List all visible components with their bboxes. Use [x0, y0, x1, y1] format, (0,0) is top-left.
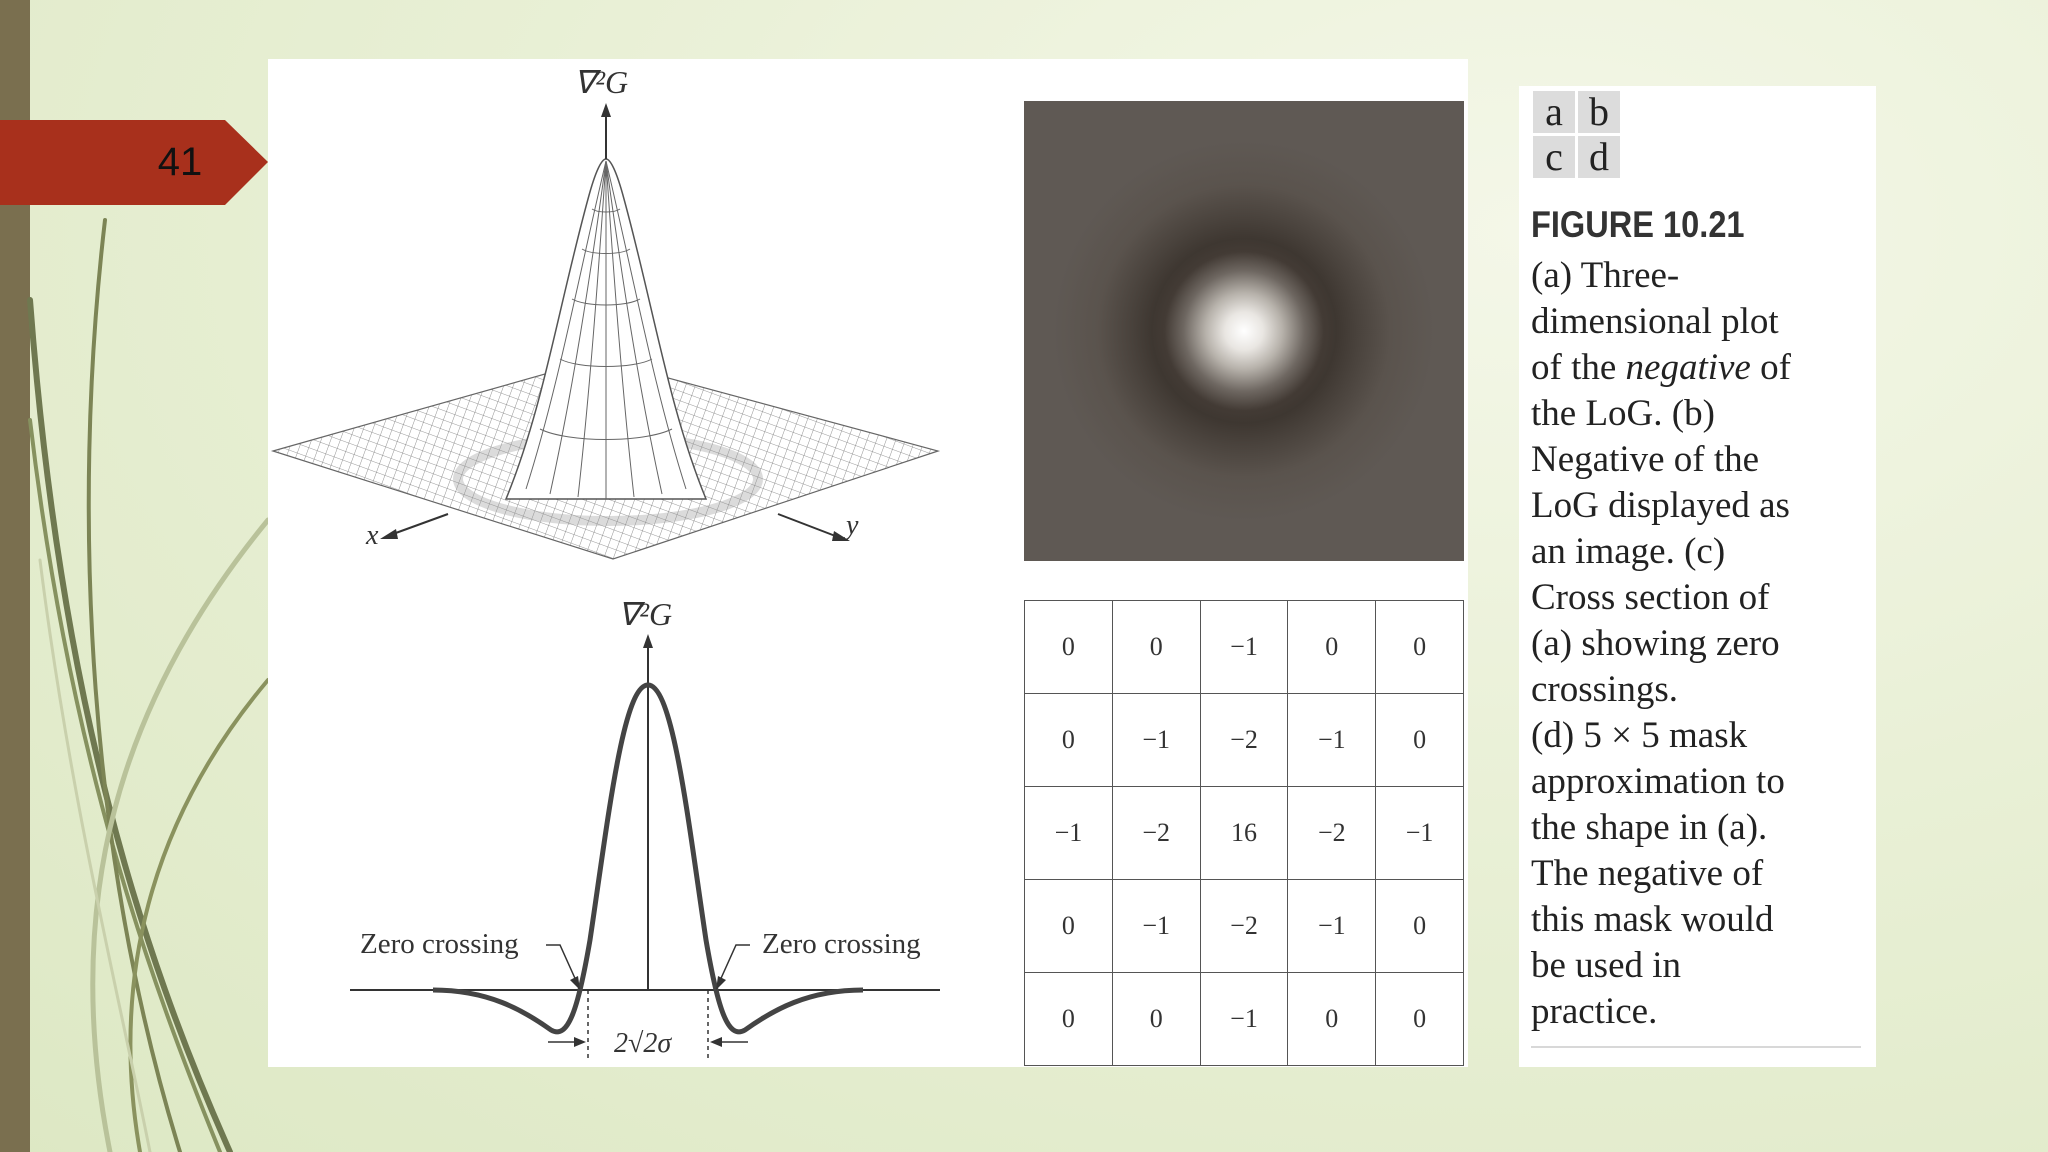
log-image [1024, 101, 1464, 561]
mask-row [1025, 787, 1464, 880]
mask-cell: −1 [1112, 880, 1200, 973]
caption-line: The negative of [1531, 853, 1764, 894]
mask-cell: 0 [1376, 601, 1464, 694]
mask-cell: 0 [1288, 973, 1376, 1066]
figure-caption [1531, 253, 1871, 1035]
caption-line: the LoG. (b) [1531, 393, 1715, 434]
mask-cell: −1 [1025, 787, 1113, 880]
mask-row [1025, 880, 1464, 973]
caption-line: practice. [1531, 991, 1658, 1032]
panel-letter: c [1533, 136, 1575, 178]
caption-line: Cross section of [1531, 577, 1770, 618]
mask-cell: 0 [1025, 601, 1113, 694]
caption-divider [1531, 1046, 1861, 1048]
caption-line: Negative of the [1531, 439, 1760, 480]
mask-cell: 0 [1025, 880, 1113, 973]
caption-line: be used in [1531, 945, 1682, 986]
mask-cell: −2 [1112, 787, 1200, 880]
mask-cell: −1 [1288, 880, 1376, 973]
surface-z-axis-label: ∇²G [574, 64, 629, 100]
mask-cell: 0 [1112, 601, 1200, 694]
slide-number: 41 [157, 140, 203, 184]
left-zero-crossing-label: Zero crossing [360, 928, 519, 960]
mask-row [1025, 973, 1464, 1066]
mask-cell: 0 [1025, 694, 1113, 787]
surface-x-axis-label: x [366, 520, 379, 551]
mask-cell: −2 [1200, 694, 1288, 787]
caption-line: (d) 5 × 5 mask [1531, 715, 1748, 756]
mask-cell: 0 [1112, 973, 1200, 1066]
mask-row [1025, 694, 1464, 787]
zero-crossing-width-label: 2√2σ [614, 1028, 672, 1059]
caption-line: (a) Three- [1531, 255, 1680, 296]
mask-cell: 16 [1200, 787, 1288, 880]
caption-line: crossings. [1531, 669, 1678, 710]
caption-line: (a) showing zero [1531, 623, 1780, 664]
mask-cell: −2 [1288, 787, 1376, 880]
mask-row [1025, 601, 1464, 694]
caption-line: LoG displayed as [1531, 485, 1790, 526]
log-5x5-mask [1024, 600, 1464, 1066]
mask-cell: 0 [1376, 694, 1464, 787]
caption-line: this mask would [1531, 899, 1774, 940]
log-3d-surface-plot [268, 59, 968, 579]
mask-cell: 0 [1288, 601, 1376, 694]
mask-cell: 0 [1376, 880, 1464, 973]
panel-letter: a [1533, 91, 1575, 133]
log-cross-section-plot [268, 590, 968, 1067]
mask-cell: −1 [1288, 694, 1376, 787]
right-zero-crossing-label: Zero crossing [762, 928, 921, 960]
panel-letter: d [1578, 136, 1620, 178]
mask-cell: 0 [1376, 973, 1464, 1066]
caption-line: the shape in (a). [1531, 807, 1768, 848]
caption-line: of the negative of [1531, 347, 1791, 388]
mask-cell: 0 [1025, 973, 1113, 1066]
cross-section-y-axis-label: ∇²G [618, 596, 673, 632]
mask-cell: −1 [1200, 973, 1288, 1066]
panel-letter: b [1578, 91, 1620, 133]
caption-line: an image. (c) [1531, 531, 1726, 572]
mask-cell: −2 [1200, 880, 1288, 973]
surface-y-axis-label: y [846, 510, 859, 541]
mask-cell: −1 [1200, 601, 1288, 694]
caption-line: dimensional plot [1531, 301, 1779, 342]
panel-letter-key [1530, 88, 1623, 181]
caption-line: approximation to [1531, 761, 1785, 802]
figure-title: FIGURE 10.21 [1531, 204, 1745, 245]
mask-cell: −1 [1376, 787, 1464, 880]
mask-cell: −1 [1112, 694, 1200, 787]
